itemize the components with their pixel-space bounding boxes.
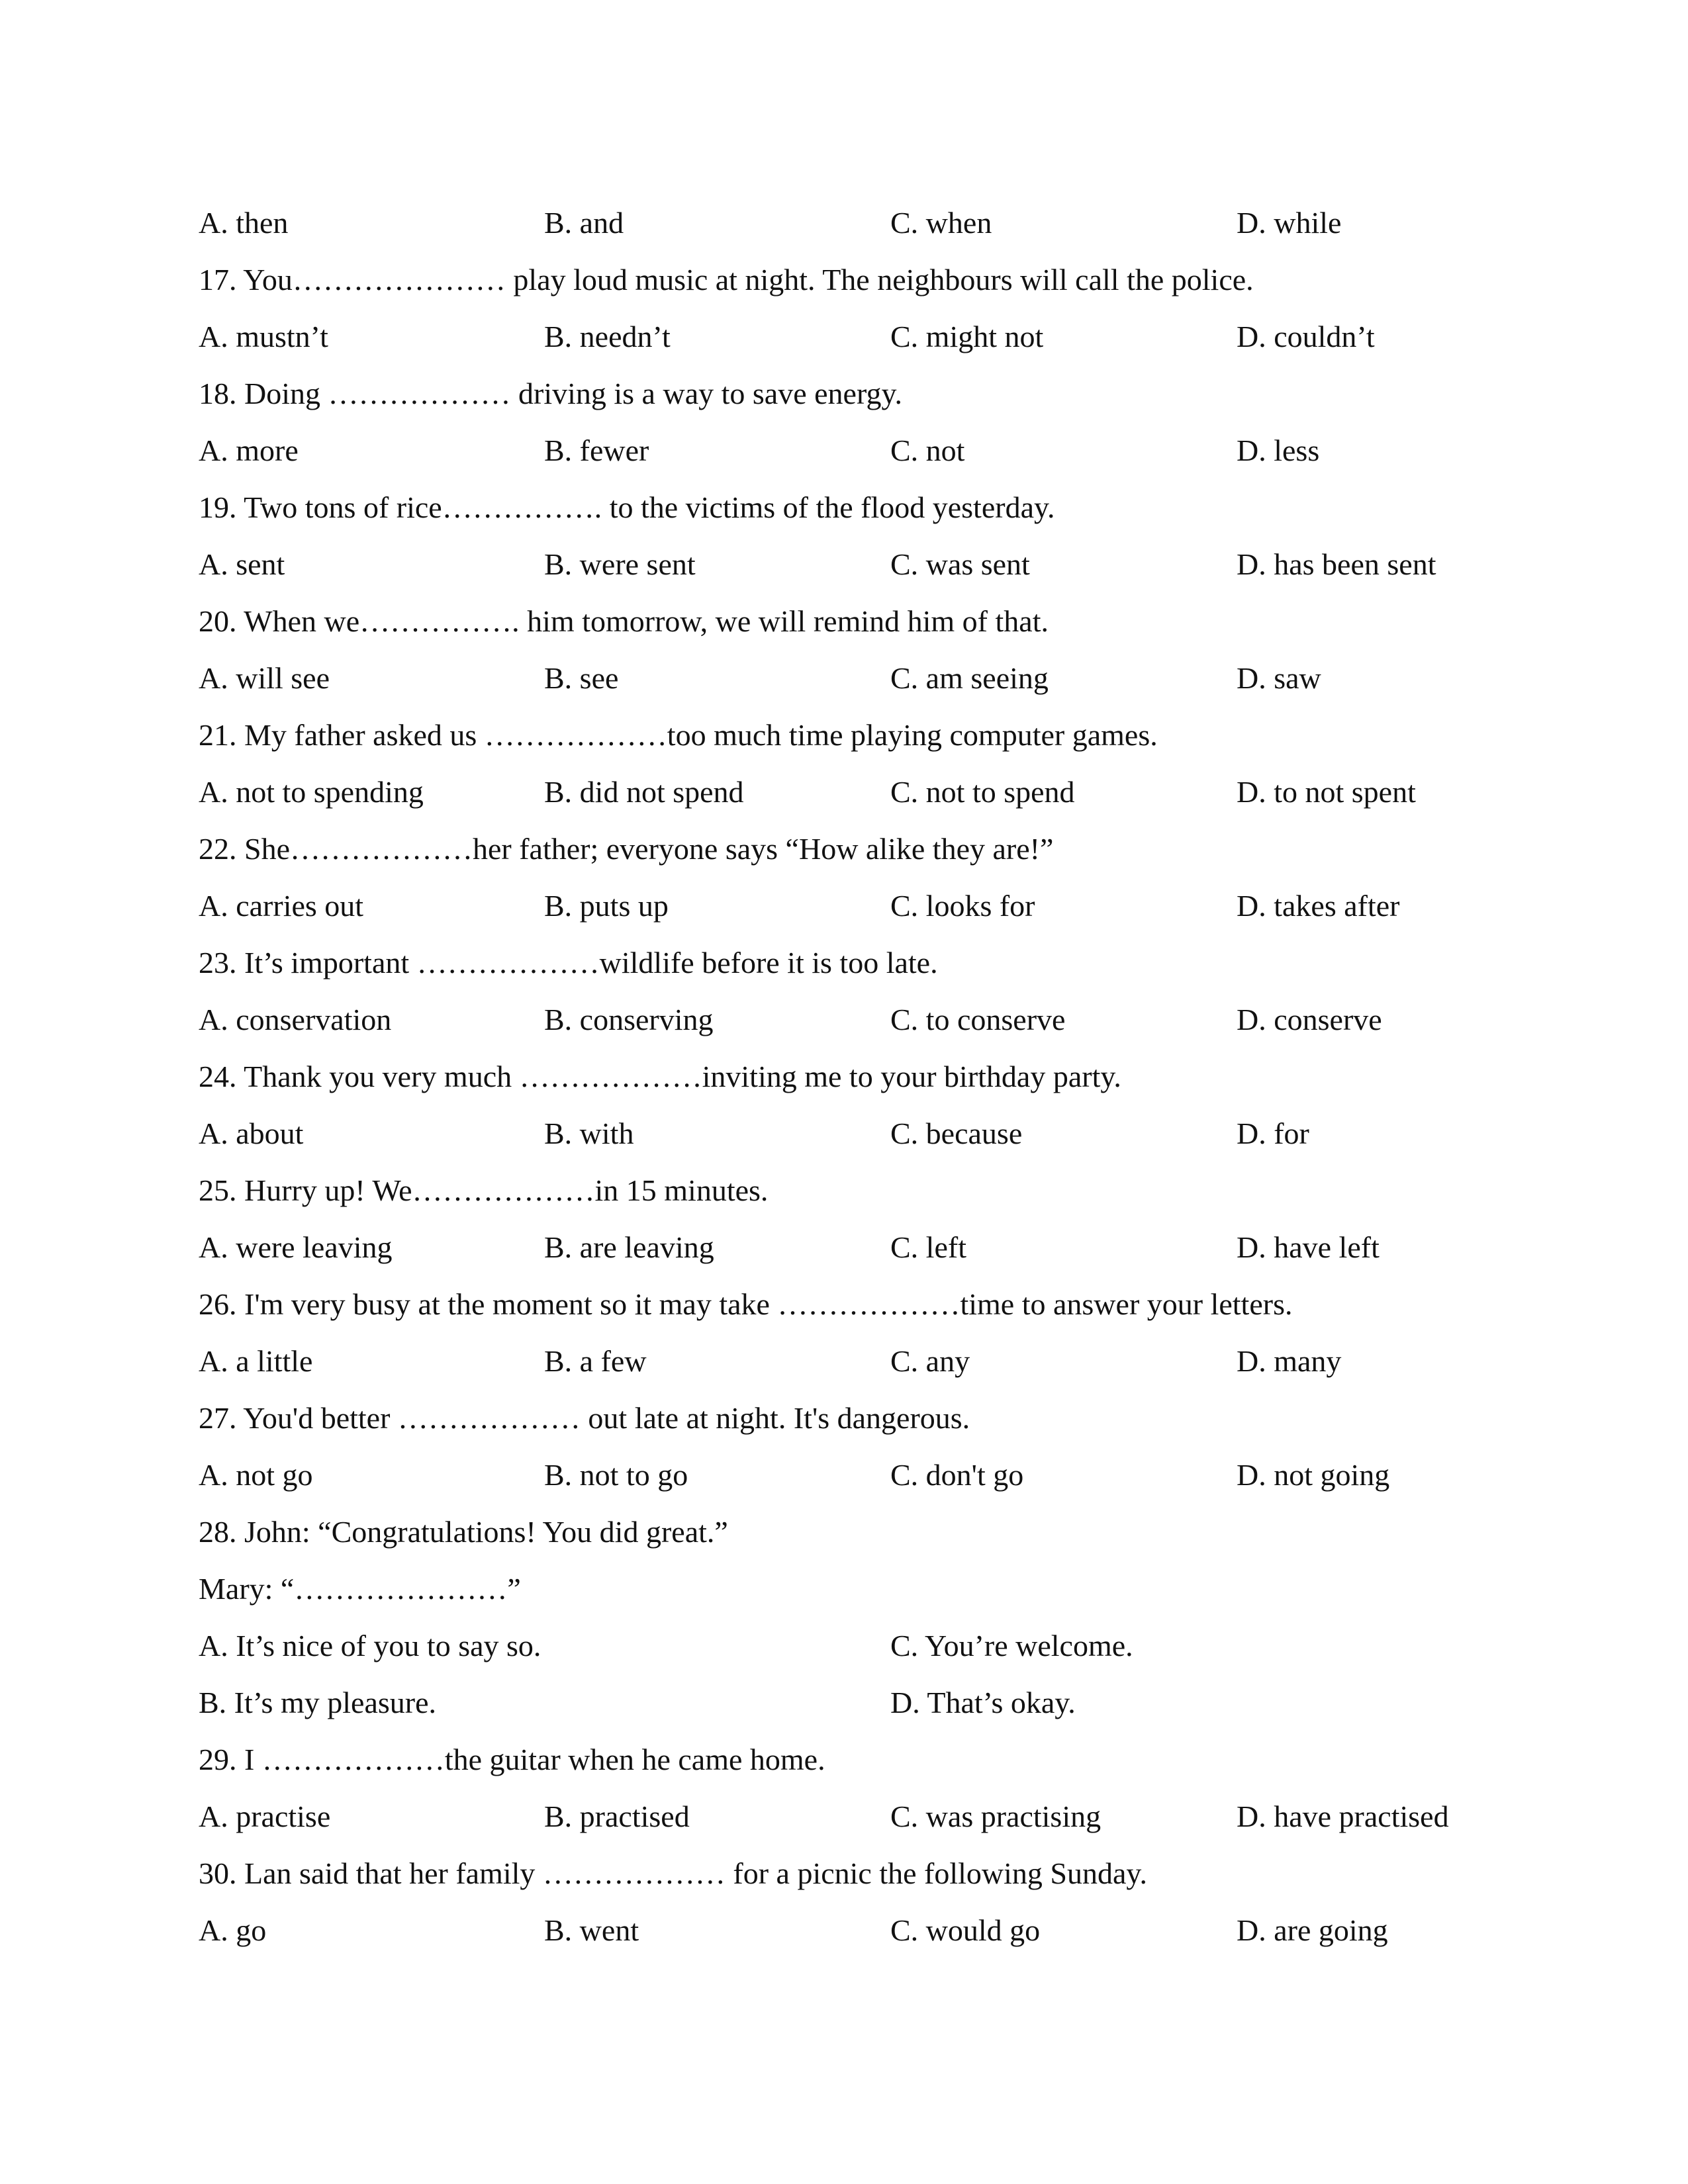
answer-option: C. because [890,1116,1023,1150]
answer-option: C. was sent [890,547,1030,581]
answer-option: D. not going [1237,1458,1390,1492]
question-text: 23. It’s important ………………wildlife before it is too late. [199,946,938,979]
answer-option: A. a little [199,1344,313,1378]
question-text: 21. My father asked us ………………too much time playing computer games. [199,718,1158,752]
answer-option: B. puts up [544,889,669,923]
answer-option: B. are leaving [544,1230,714,1264]
answer-options-row [199,991,1523,1048]
answer-option: D. are going [1237,1913,1388,1947]
answer-option: C. left [890,1230,966,1264]
answer-options-row [199,878,1523,934]
answer-options-row [199,1333,1523,1390]
answer-option: A. sent [199,547,285,581]
answer-option: B. were sent [544,547,696,581]
answer-option: D. saw [1237,661,1321,695]
question-text: Mary: “…………………” [199,1572,521,1606]
question-text: 19. Two tons of rice……………. to the victims of the flood yesterday. [199,490,1055,524]
answer-option: C. would go [890,1913,1041,1947]
answer-option: D. while [1237,206,1342,240]
answer-option: B. practised [544,1799,690,1833]
answer-option: B. a few [544,1344,647,1378]
answer-option: D. to not spent [1237,775,1416,809]
answer-options-row [199,422,1523,479]
answer-option: B. see [544,661,619,695]
answer-option: B. with [544,1116,634,1150]
question-text: 29. I ………………the guitar when he came home. [199,1743,825,1776]
answer-option: A. not go [199,1458,313,1492]
answer-options-row [199,764,1523,821]
question-text: 26. I'm very busy at the moment so it may take ………………time to answer your letters. [199,1287,1293,1321]
answer-option: D. have left [1237,1230,1380,1264]
answer-option: C. You’re welcome. [890,1629,1133,1662]
answer-option: D. less [1237,433,1320,467]
answer-option: A. then [199,206,289,240]
answer-option: C. not [890,433,965,467]
answer-options-row [199,1788,1523,1845]
answer-option: D. couldn’t [1237,320,1375,353]
answer-option: B. did not spend [544,775,744,809]
question-text: 25. Hurry up! We………………in 15 minutes. [199,1173,769,1207]
answer-option: B. needn’t [544,320,671,353]
answer-option: D. takes after [1237,889,1400,923]
answer-options-row [199,1447,1523,1504]
answer-option: C. when [890,206,992,240]
answer-option: B. fewer [544,433,649,467]
answer-option: A. conservation [199,1003,392,1036]
question-text: 22. She………………her father; everyone says “How alike they are!” [199,832,1054,866]
answer-option: B. went [544,1913,639,1947]
question-text: 18. Doing ……………… driving is a way to save energy. [199,377,902,410]
answer-option: A. carries out [199,889,364,923]
answer-option: A. were leaving [199,1230,393,1264]
answer-option: A. about [199,1116,304,1150]
question-text: 30. Lan said that her family ……………… for a picnic the following Sunday. [199,1856,1147,1890]
answer-option: C. to conserve [890,1003,1066,1036]
question-text: 20. When we……………. him tomorrow, we will remind him of that. [199,604,1049,638]
answer-option: C. any [890,1344,970,1378]
answer-options-row [199,1674,1523,1731]
answer-options-row [199,1617,1523,1674]
answer-options-row [199,195,1523,251]
answer-option: A. It’s nice of you to say so. [199,1629,541,1662]
answer-option: A. not to spending [199,775,424,809]
answer-option: D. have practised [1237,1799,1449,1833]
answer-options-row [199,536,1523,593]
answer-option: B. conserving [544,1003,714,1036]
answer-option: A. practise [199,1799,331,1833]
answer-option: D. conserve [1237,1003,1382,1036]
answer-option: B. not to go [544,1458,688,1492]
answer-option: A. mustn’t [199,320,328,353]
question-text: 28. John: “Congratulations! You did great.” [199,1515,728,1549]
answer-option: C. don't go [890,1458,1024,1492]
answer-option: A. go [199,1913,267,1947]
answer-option: D. has been sent [1237,547,1436,581]
answer-option: B. It’s my pleasure. [199,1686,436,1719]
answer-option: C. looks for [890,889,1035,923]
question-text: 24. Thank you very much ………………inviting me to your birthday party. [199,1060,1121,1093]
answer-options-row [199,308,1523,365]
answer-option: C. was practising [890,1799,1102,1833]
answer-option: A. will see [199,661,330,695]
answer-option: B. and [544,206,624,240]
answer-option: D. many [1237,1344,1342,1378]
answer-option: C. might not [890,320,1044,353]
answer-option: D. for [1237,1116,1309,1150]
answer-options-row [199,1105,1523,1162]
quiz-page [199,195,1523,1959]
answer-option: A. more [199,433,299,467]
answer-options-row [199,1902,1523,1959]
question-text: 17. You………………… play loud music at night. The neighbours will call the police. [199,263,1254,296]
answer-option: D. That’s okay. [890,1686,1076,1719]
answer-options-row [199,650,1523,707]
answer-option: C. not to spend [890,775,1075,809]
answer-options-row [199,1219,1523,1276]
question-text: 27. You'd better ……………… out late at night. It's dangerous. [199,1401,970,1435]
answer-option: C. am seeing [890,661,1049,695]
